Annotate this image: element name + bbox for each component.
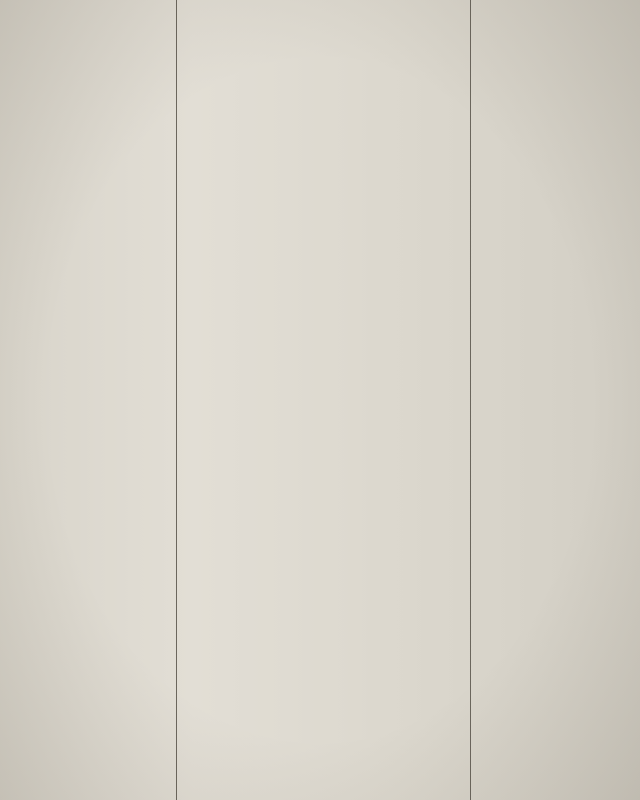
column-rule	[176, 0, 177, 800]
right-column	[474, 0, 640, 800]
middle-column	[180, 0, 466, 800]
column-rule	[470, 0, 471, 800]
left-column	[0, 0, 172, 800]
